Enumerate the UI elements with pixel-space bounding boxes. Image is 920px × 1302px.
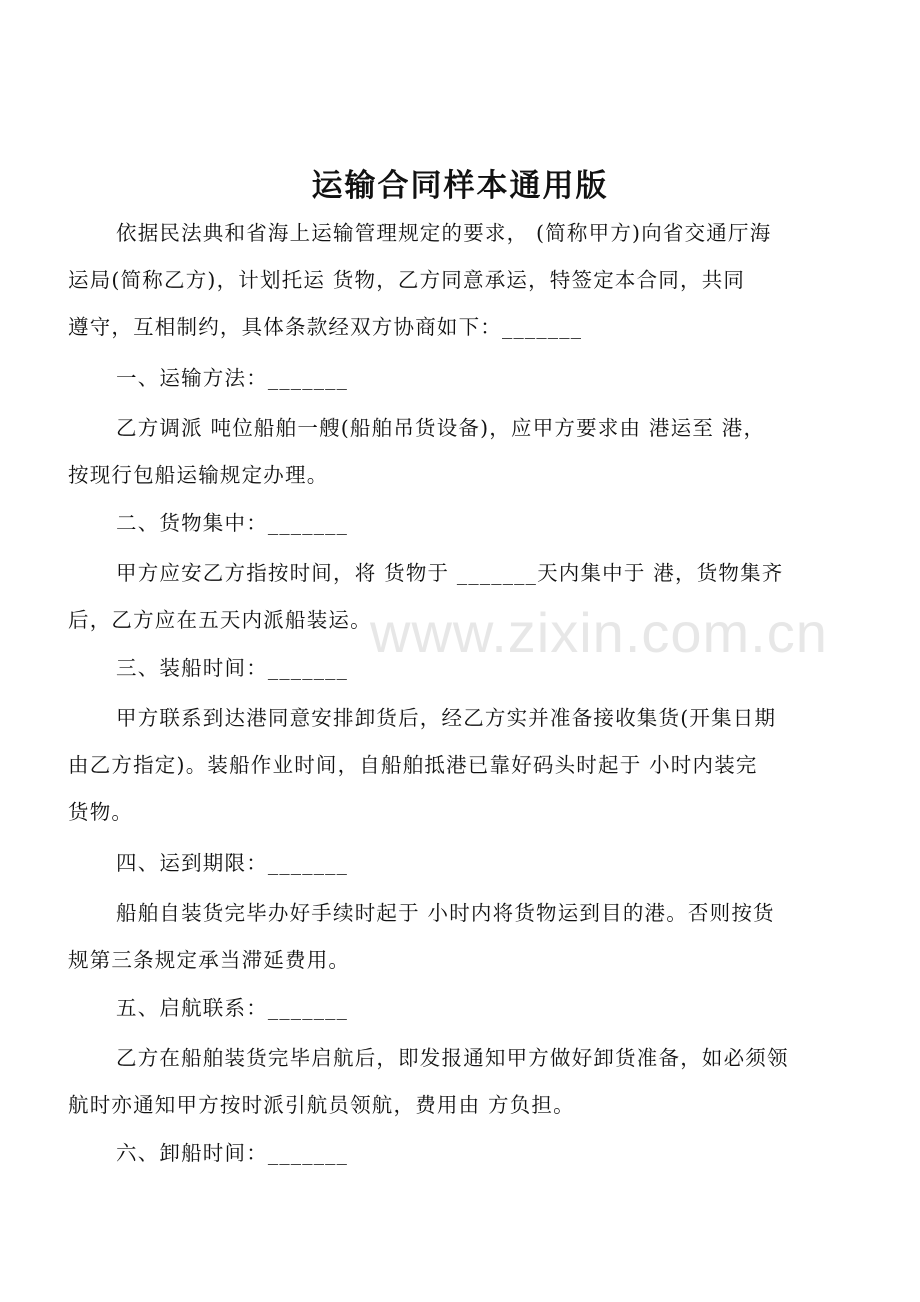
paragraph-line: 规第三条规定承当滞延费用。	[68, 948, 351, 972]
paragraph-line: 甲方联系到达港同意安排卸货后，经乙方实并准备接收集货(开集日期	[116, 706, 777, 730]
section-heading: 六、卸船时间：_______	[116, 1141, 349, 1165]
paragraph-line: 航时亦通知甲方按时派引航员领航，费用由 方负担。	[68, 1093, 575, 1117]
paragraph-line: 货物。	[68, 800, 134, 824]
watermark: www.zixin.com.cn	[370, 601, 828, 664]
paragraph-line: 船舶自装货完毕办好手续时起于 小时内将货物运到目的港。否则按货	[116, 901, 775, 925]
document-title: 运输合同样本通用版	[311, 168, 609, 204]
paragraph	[68, 1035, 837, 1129]
section-heading: 五、启航联系：_______	[116, 996, 349, 1020]
section-heading: 二、货物集中：_______	[116, 511, 349, 535]
section-heading: 四、运到期限：_______	[116, 851, 349, 875]
paragraph	[68, 550, 837, 644]
paragraph-line: 乙方在船舶装货完毕启航后，即发报通知甲方做好卸货准备，如必须领	[116, 1046, 789, 1070]
paragraph	[68, 405, 837, 499]
paragraph-line: 遵守，互相制约，具体条款经双方协商如下：_______	[68, 315, 583, 339]
paragraph-line: 由乙方指定)。装船作业时间，自船舶抵港已靠好码头时起于 小时内装完	[68, 753, 758, 777]
paragraph-line: 甲方应安乙方指按时间，将 货物于 _______天内集中于 港，货物集齐	[116, 561, 784, 585]
paragraph-line: 依据民法典和省海上运输管理规定的要求， (简称甲方)向省交通厅海	[116, 221, 772, 245]
paragraph-line: 后，乙方应在五天内派船装运。	[68, 608, 372, 632]
paragraph-line: 按现行包船运输规定办理。	[68, 463, 329, 487]
paragraph	[68, 695, 837, 836]
section-heading: 一、运输方法：_______	[116, 366, 349, 390]
paragraph-line: 乙方调派 吨位船舶一艘(船舶吊货设备)，应甲方要求由 港运至 港，	[116, 416, 766, 440]
paragraph	[68, 210, 837, 351]
section-heading: 三、装船时间：_______	[116, 656, 349, 680]
paragraph-line: 运局(简称乙方)，计划托运 货物，乙方同意承运，特签定本合同，共同	[68, 268, 746, 292]
paragraph	[68, 890, 837, 984]
